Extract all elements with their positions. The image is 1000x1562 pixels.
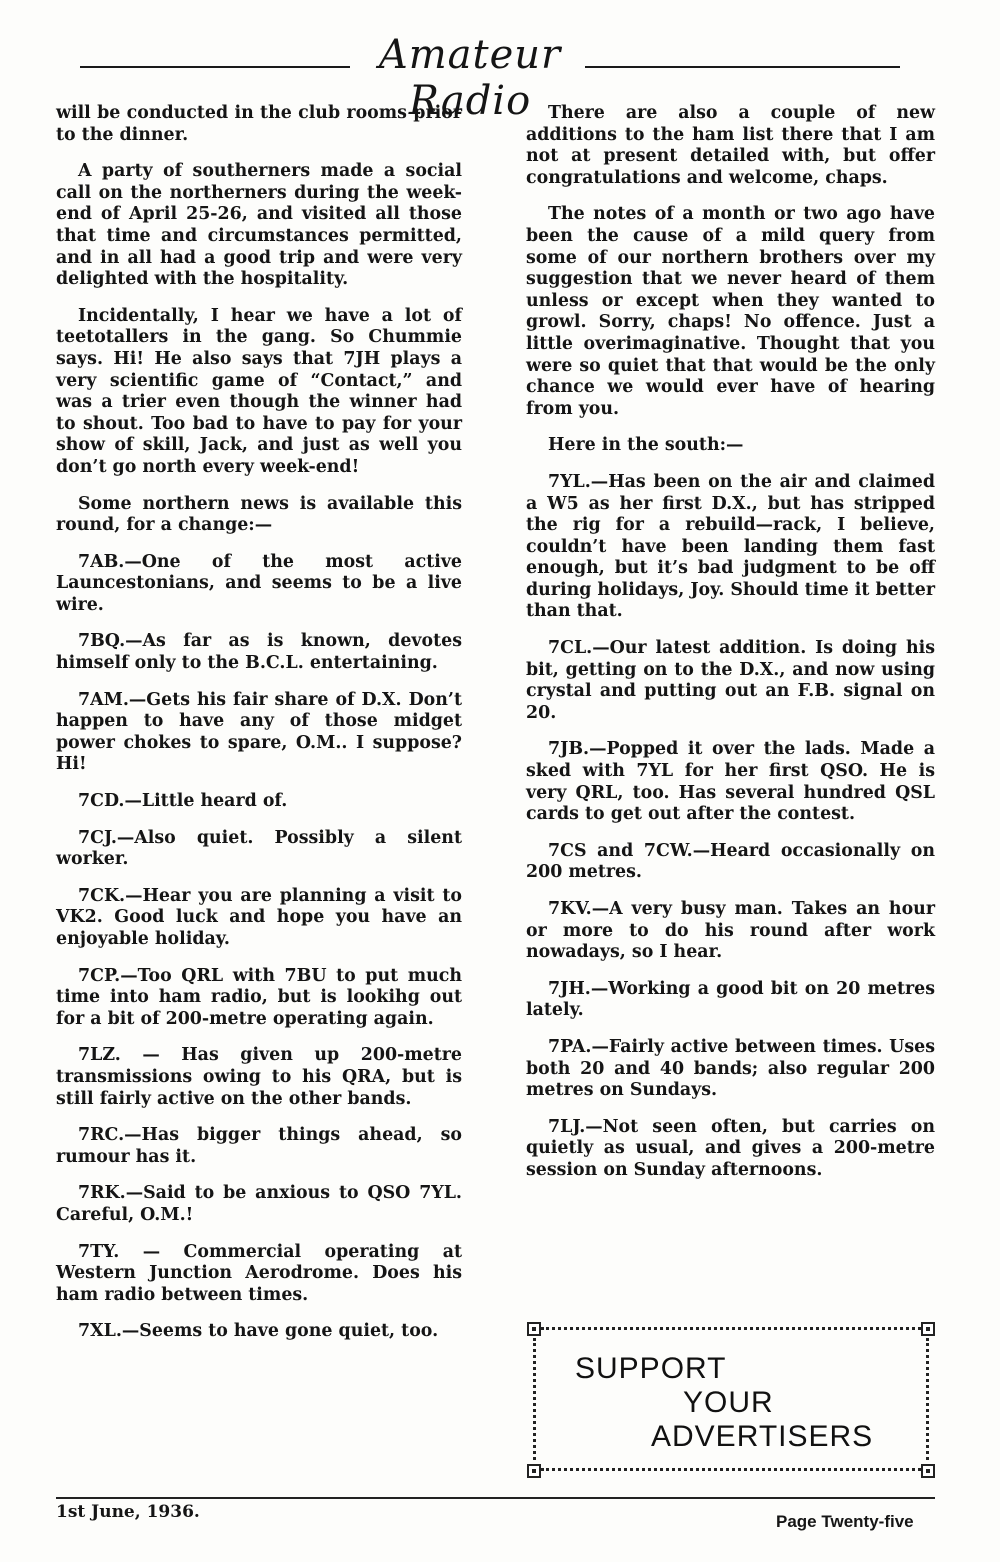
station-note: 7BQ.—As far as is known, devotes himself only to the B.C.L. entertaining.: [56, 631, 462, 674]
station-note: 7KV.—A very busy man. Takes an hour or more to do his round after work nowadays, so I hear.: [526, 899, 935, 963]
station-note: 7CS and 7CW.—Heard occasionally on 200 metres.: [526, 840, 935, 883]
paragraph: There are also a couple of new additions to the ham list there that I am not at present detailed with, but offer congratulations and welcome, chaps.: [526, 103, 935, 188]
page-number: Page Twenty-five: [776, 1512, 914, 1531]
paragraph: Incidentally, I hear we have a lot of teetotallers in the gang. So Chummie says. Hi! He also says that 7JH plays a very scientific game of “Contact,” and was a trier even though the winner had to shout. Too bad to have to pay for your show of skill, Jack, and just as well you don’t go north every week-end!: [56, 305, 462, 477]
paragraph: A party of southerners made a social call on the northerners during the week-end of April 25-26, and visited all those that time and circumstances permitted, and in all had a good trip and were very delighted with the hospitality.: [56, 161, 462, 290]
left-column: [56, 103, 462, 1358]
advert-line-advertisers: ADVERTISERS: [651, 1420, 874, 1453]
dotted-border-right: [926, 1338, 929, 1460]
corner-ornament-icon: [527, 1322, 541, 1336]
station-note: 7LJ.—Not seen often, but carries on quietly as usual, and gives a 200-metre session on Sunday afternoons.: [526, 1116, 935, 1180]
corner-ornament-icon: [921, 1464, 935, 1478]
station-note: 7JB.—Popped it over the lads. Made a sked with 7YL for her first QSO. He is very QRL, too. Has several hundred QSL cards to get out after the contest.: [526, 739, 935, 825]
corner-ornament-icon: [921, 1322, 935, 1336]
station-note: 7JH.—Working a good bit on 20 metres lately.: [526, 978, 935, 1021]
footer-rule: [56, 1497, 935, 1499]
right-column: [526, 103, 935, 1197]
dotted-border-top: [541, 1327, 921, 1330]
station-note: 7AM.—Gets his fair share of D.X. Don’t happen to have any of those midget power chokes to spare, O.M.. I suppose? Hi!: [56, 689, 462, 775]
dotted-border-left: [533, 1338, 536, 1460]
station-note: 7RK.—Said to be anxious to QSO 7YL. Careful, O.M.!: [56, 1183, 462, 1225]
paragraph: The notes of a month or two ago have been the cause of a mild query from some of our northern brothers over my suggestion that we never heard of them unless or except when they wanted to growl. Sorry, chaps! No offence. Just a little overimaginative. Thought that you were so quiet that that would be the only chance we would ever have of hearing from you.: [526, 204, 935, 419]
station-note: 7YL.—Has been on the air and claimed a W5 as her first D.X., but has stripped the rig for a rebuild—rack, I believe, couldn’t have been landing them fast enough, but it’s bad judgment to be off during holidays, Joy. Should time it better than that.: [526, 471, 936, 622]
station-note: 7CJ.—Also quiet. Possibly a silent worker.: [56, 827, 462, 870]
advertisers-box: [527, 1320, 935, 1480]
issue-date: 1st June, 1936.: [56, 1502, 200, 1522]
station-note: 7RC.—Has bigger things ahead, so rumour has it.: [56, 1125, 462, 1167]
magazine-title: Amateur Radio: [378, 32, 562, 124]
masthead-rule-right: [585, 66, 900, 68]
paragraph: will be conducted in the club rooms prior to the dinner.: [56, 103, 462, 145]
station-note: 7AB.—One of the most active Launcestonians, and seems to be a live wire.: [56, 551, 462, 615]
paragraph: Some northern news is available this round, for a change:—: [56, 493, 462, 536]
station-note: 7PA.—Fairly active between times. Uses both 20 and 40 bands; also regular 200 metres on Sundays.: [526, 1036, 935, 1101]
masthead-rule-left: [80, 66, 350, 68]
station-note: 7CK.—Hear you are planning a visit to VK2. Good luck and hope you have an enjoyable holiday.: [56, 885, 462, 949]
station-note: 7CD.—Little heard of.: [78, 791, 288, 812]
station-note: 7TY. — Commercial operating at Western Junction Aerodrome. Does his ham radio between times.: [56, 1241, 462, 1305]
station-note: 7XL.—Seems to have gone quiet, too.: [78, 1321, 439, 1342]
advert-line-your: YOUR: [683, 1386, 774, 1419]
corner-ornament-icon: [527, 1464, 541, 1478]
dotted-border-bottom: [541, 1468, 921, 1471]
station-note: 7CP.—Too QRL with 7BU to put much time into ham radio, but is lookihg out for a bit of 200-metre operating again.: [56, 965, 462, 1029]
paragraph: Here in the south:—: [548, 435, 744, 456]
station-note: 7LZ. — Has given up 200-metre transmissions owing to his QRA, but is still fairly active on the other bands.: [56, 1045, 462, 1109]
station-note: 7CL.—Our latest addition. Is doing his bit, getting on to the D.X., and now using crystal and putting out an F.B. signal on 20.: [526, 638, 935, 723]
advert-line-support: SUPPORT: [575, 1352, 727, 1385]
